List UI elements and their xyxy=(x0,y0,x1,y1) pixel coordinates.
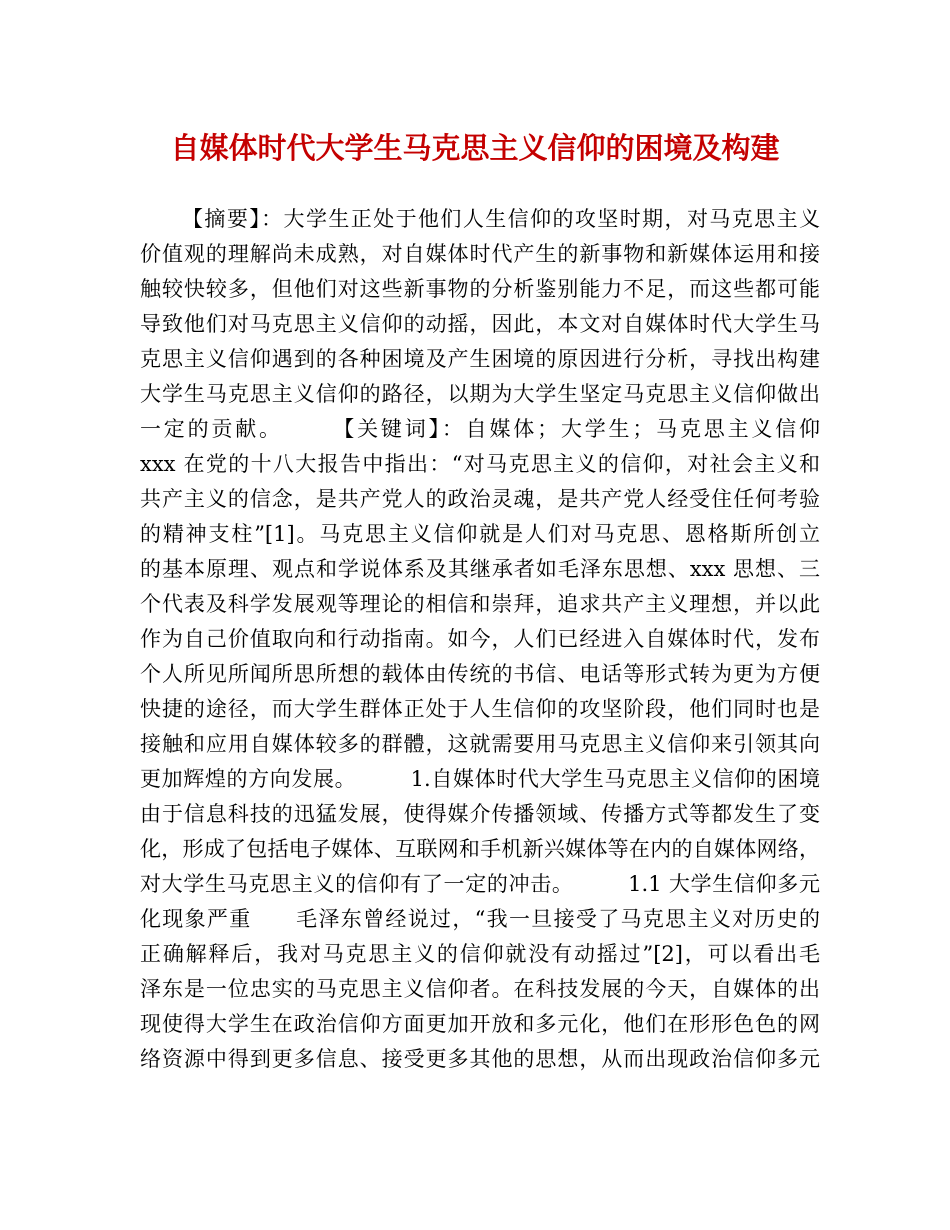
body-line: 一定的贡献。 【关键词】：自媒体；大学生；马克思主义信仰 xyxy=(140,417,820,441)
body-line: 作为自己价值取向和行动指南。如今，人们已经进入自媒体时代，发布 xyxy=(140,627,820,651)
body-line: 的精神支柱”[1]。马克思主义信仰就是人们对马克思、恩格斯所创立 xyxy=(140,522,820,546)
body-line: 由于信息科技的迅猛发展，使得媒介传播领域、传播方式等都发生了变 xyxy=(140,802,820,826)
document-title: 自媒体时代大学生马克思主义信仰的困境及构建 xyxy=(170,131,780,165)
body-line: xxx 在党的十八大报告中指出：“对马克思主义的信仰，对社会主义和 xyxy=(140,452,820,476)
body-line: 触较快较多，但他们对这些新事物的分析鉴别能力不足，而这些都可能 xyxy=(140,277,820,301)
body-line: 现使得大学生在政治信仰方面更加开放和多元化，他们在形形色色的网 xyxy=(140,1012,820,1036)
body-line: 价值观的理解尚未成熟，对自媒体时代产生的新事物和新媒体运用和接 xyxy=(140,242,820,266)
document-body xyxy=(140,202,820,1077)
body-line: 克思主义信仰遇到的各种困境及产生困境的原因进行分析，寻找出构建 xyxy=(140,347,820,371)
body-line: 更加辉煌的方向发展。 1.自媒体时代大学生马克思主义信仰的困境 xyxy=(140,767,820,791)
body-line: 导致他们对马克思主义信仰的动摇，因此，本文对自媒体时代大学生马 xyxy=(140,312,820,336)
body-line: 的基本原理、观点和学说体系及其继承者如毛泽东思想、xxx 思想、三 xyxy=(140,557,820,581)
body-line: 泽东是一位忠实的马克思主义信仰者。在科技发展的今天，自媒体的出 xyxy=(140,977,820,1001)
body-line: 络资源中得到更多信息、接受更多其他的思想，从而出现政治信仰多元 xyxy=(140,1047,820,1071)
body-line: 个人所见所闻所思所想的载体由传统的书信、电话等形式转为更为方便 xyxy=(140,662,820,686)
body-line: 接触和应用自媒体较多的群體，这就需要用马克思主义信仰来引领其向 xyxy=(140,732,820,756)
body-line: 化，形成了包括电子媒体、互联网和手机新兴媒体等在内的自媒体网络， xyxy=(140,837,820,861)
body-line: 大学生马克思主义信仰的路径，以期为大学生坚定马克思主义信仰做出 xyxy=(140,382,820,406)
body-line: 共产主义的信念，是共产党人的政治灵魂，是共产党人经受住任何考验 xyxy=(140,487,820,511)
body-line: 对大学生马克思主义的信仰有了一定的冲击。 1.1 大学生信仰多元 xyxy=(140,872,820,896)
body-line: 个代表及科学发展观等理论的相信和崇拜，追求共产主义理想，并以此 xyxy=(140,592,820,616)
body-line: 正确解释后，我对马克思主义的信仰就没有动摇过”[2]，可以看出毛 xyxy=(140,942,820,966)
body-line: 快捷的途径，而大学生群体正处于人生信仰的攻坚阶段，他们同时也是 xyxy=(140,697,820,721)
body-line: 化现象严重 毛泽东曾经说过，“我一旦接受了马克思主义对历史的 xyxy=(140,907,820,931)
body-line: 【摘要】：大学生正处于他们人生信仰的攻坚时期，对马克思主义 xyxy=(182,207,820,231)
